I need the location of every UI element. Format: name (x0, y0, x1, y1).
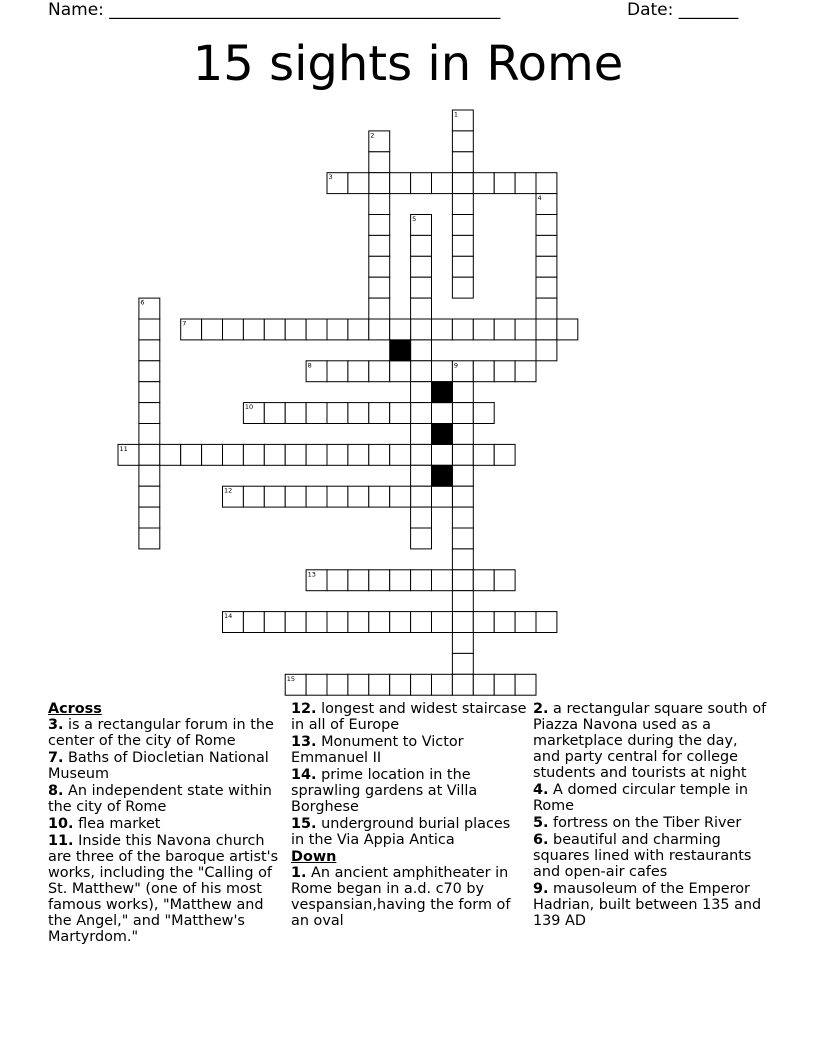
grid-cell[interactable] (348, 444, 369, 465)
grid-cell[interactable] (452, 319, 473, 340)
grid-cell[interactable] (452, 486, 473, 507)
grid-black-cell (390, 340, 411, 361)
grid-cell[interactable] (285, 444, 306, 465)
grid-cell[interactable] (473, 674, 494, 695)
grid-cell[interactable] (536, 340, 557, 361)
grid-cell[interactable] (411, 235, 432, 256)
grid-cell[interactable] (139, 319, 160, 340)
grid-cell[interactable] (432, 361, 453, 382)
grid-cell[interactable] (369, 486, 390, 507)
grid-cell[interactable] (452, 256, 473, 277)
grid-cell[interactable] (327, 319, 348, 340)
grid-cell[interactable] (411, 361, 432, 382)
grid-cell[interactable] (390, 361, 411, 382)
clue-across-12: 12. longest and widest staircase in all of Europe (291, 701, 527, 733)
grid-cell[interactable] (536, 298, 557, 319)
grid-cell[interactable] (306, 319, 327, 340)
grid-cell[interactable] (369, 152, 390, 173)
grid-cell[interactable] (264, 403, 285, 424)
grid-cell[interactable] (494, 361, 515, 382)
grid-cell[interactable] (348, 570, 369, 591)
grid-cell[interactable] (390, 319, 411, 340)
grid-cell[interactable] (327, 403, 348, 424)
grid-cell[interactable] (306, 674, 327, 695)
grid-clue-number: 10 (244, 403, 254, 412)
grid-cell[interactable] (369, 235, 390, 256)
grid-cell[interactable] (390, 444, 411, 465)
grid-cell[interactable] (369, 173, 390, 194)
grid-cell[interactable] (202, 444, 223, 465)
grid-cell[interactable] (243, 444, 264, 465)
grid-cell[interactable] (411, 173, 432, 194)
page-title: 15 sights in Rome (192, 36, 624, 92)
grid-cell[interactable] (327, 570, 348, 591)
grid-cell[interactable] (411, 507, 432, 528)
grid-cell[interactable] (139, 403, 160, 424)
grid-cell[interactable] (139, 486, 160, 507)
grid-black-cell (432, 382, 453, 403)
grid-cell[interactable] (327, 486, 348, 507)
grid-cell[interactable] (452, 424, 473, 445)
grid-cell[interactable] (369, 298, 390, 319)
grid-cell[interactable] (515, 674, 536, 695)
grid-cell[interactable] (432, 674, 453, 695)
grid-cell[interactable] (327, 361, 348, 382)
grid-cell[interactable] (494, 612, 515, 633)
grid-cell[interactable] (452, 444, 473, 465)
grid-cell[interactable] (369, 194, 390, 215)
grid-cell[interactable] (348, 612, 369, 633)
grid-cell[interactable] (411, 319, 432, 340)
grid-cell[interactable] (432, 612, 453, 633)
clue-down-2: 2. a rectangular square south of Piazza Navona used as a marketplace during the day, and party central for college students and tourists at night (533, 701, 767, 781)
clue-down-6: 6. beautiful and charming squares lined with restaurants and open-air cafes (533, 832, 752, 880)
grid-cell[interactable] (411, 612, 432, 633)
grid-clue-number: 7 (182, 319, 187, 328)
grid-cell[interactable] (160, 444, 181, 465)
grid-cell[interactable] (139, 507, 160, 528)
grid-cell[interactable] (432, 173, 453, 194)
grid-clue-number: 13 (307, 570, 316, 579)
grid-cell[interactable] (473, 361, 494, 382)
grid-cell[interactable] (515, 612, 536, 633)
grid-cell[interactable] (411, 403, 432, 424)
grid-cell[interactable] (411, 298, 432, 319)
grid-cell[interactable] (473, 444, 494, 465)
grid-clue-number: 15 (286, 674, 295, 683)
clue-across-7: 7. Baths of Diocletian National Museum (48, 750, 269, 782)
grid-cell[interactable] (139, 444, 160, 465)
grid-cell[interactable] (369, 277, 390, 298)
clue-across-3: 3. is a rectangular forum in the center of the city of Rome (48, 717, 274, 749)
grid-cell[interactable] (223, 444, 244, 465)
grid-cell[interactable] (452, 465, 473, 486)
grid-cell[interactable] (369, 403, 390, 424)
grid-cell[interactable] (264, 612, 285, 633)
grid-cell[interactable] (452, 235, 473, 256)
grid-cell[interactable] (452, 612, 473, 633)
grid-cell[interactable] (369, 215, 390, 236)
grid-cell[interactable] (452, 591, 473, 612)
grid-cell[interactable] (411, 486, 432, 507)
grid-cell[interactable] (452, 382, 473, 403)
grid-cell[interactable] (473, 319, 494, 340)
clues-column-3 (533, 701, 769, 930)
clue-across-13: 13. Monument to Victor Emmanuel II (291, 734, 464, 766)
grid-cell[interactable] (369, 612, 390, 633)
grid-cell[interactable] (348, 403, 369, 424)
grid-cell[interactable] (452, 173, 473, 194)
grid-cell[interactable] (452, 674, 473, 695)
grid-cell[interactable] (243, 486, 264, 507)
clue-down-4: 4. A domed circular temple in Rome (533, 782, 749, 814)
grid-cell[interactable] (452, 403, 473, 424)
grid-cell[interactable] (139, 340, 160, 361)
grid-clue-number: 6 (140, 298, 145, 307)
grid-cell[interactable] (348, 674, 369, 695)
grid-clue-number: 12 (224, 486, 233, 495)
grid-cell[interactable] (515, 173, 536, 194)
grid-cell[interactable] (411, 277, 432, 298)
clues-column-1 (48, 701, 284, 946)
grid-cell[interactable] (411, 465, 432, 486)
grid-cell[interactable] (411, 528, 432, 549)
grid-clue-number: 8 (307, 361, 312, 370)
grid-cell[interactable] (411, 424, 432, 445)
grid-cell[interactable] (139, 424, 160, 445)
grid-clue-number: 1 (453, 110, 459, 119)
grid-cell[interactable] (536, 612, 557, 633)
grid-cell[interactable] (452, 131, 473, 152)
grid-cell[interactable] (264, 444, 285, 465)
grid-cell[interactable] (243, 319, 264, 340)
grid-cell[interactable] (411, 444, 432, 465)
clue-across-11: 11. Inside this Navona church are three of the baroque artist's works, including the "Calling of St. Matthew" (one of his most famous works), "Matthew and the Angel," and "Matthew's Martyrdom." (48, 833, 279, 945)
grid-cell[interactable] (494, 173, 515, 194)
grid-cell[interactable] (306, 612, 327, 633)
grid-cell[interactable] (536, 215, 557, 236)
grid-cell[interactable] (327, 612, 348, 633)
grid-clue-number: 9 (453, 361, 459, 370)
clue-down-1: 1. An ancient amphitheater in Rome began in a.d. c70 by vespansian,having the form of an oval (291, 865, 511, 929)
grid-cell[interactable] (452, 549, 473, 570)
grid-cell[interactable] (390, 173, 411, 194)
grid-cell[interactable] (243, 612, 264, 633)
grid-clue-number: 5 (412, 215, 417, 223)
grid-cell[interactable] (432, 486, 453, 507)
grid-cell[interactable] (411, 382, 432, 403)
grid-cell[interactable] (390, 612, 411, 633)
grid-cell[interactable] (473, 570, 494, 591)
grid-cell[interactable] (411, 340, 432, 361)
grid-cell[interactable] (390, 486, 411, 507)
grid-cell[interactable] (223, 319, 244, 340)
grid-black-cell (432, 424, 453, 445)
grid-cell[interactable] (432, 319, 453, 340)
down-heading: Down (291, 849, 337, 865)
grid-cell[interactable] (306, 444, 327, 465)
grid-cell[interactable] (536, 235, 557, 256)
grid-cell[interactable] (369, 570, 390, 591)
grid-cell[interactable] (515, 361, 536, 382)
grid-cell[interactable] (494, 444, 515, 465)
clues-column-2 (291, 701, 527, 930)
clue-across-15: 15. underground burial places in the Via Appia Antica (291, 816, 511, 848)
grid-clue-number: 2 (370, 131, 375, 140)
grid-cell[interactable] (285, 319, 306, 340)
clue-across-10: 10. flea market (48, 816, 161, 832)
grid-clue-number: 11 (119, 444, 128, 453)
grid-cell[interactable] (202, 319, 223, 340)
grid-cell[interactable] (411, 256, 432, 277)
grid-cell[interactable] (181, 444, 202, 465)
grid-cell[interactable] (369, 674, 390, 695)
grid-cell[interactable] (369, 319, 390, 340)
grid-cell[interactable] (452, 215, 473, 236)
grid-cell[interactable] (327, 674, 348, 695)
grid-cell[interactable] (369, 444, 390, 465)
grid-cell[interactable] (494, 674, 515, 695)
grid-cell[interactable] (411, 674, 432, 695)
across-heading: Across (48, 701, 102, 717)
grid-cell[interactable] (327, 444, 348, 465)
grid-cell[interactable] (285, 403, 306, 424)
grid-clue-number: 3 (328, 173, 333, 182)
grid-cell[interactable] (452, 277, 473, 298)
grid-cell[interactable] (452, 653, 473, 674)
clue-across-8: 8. An independent state within the city of Rome (48, 783, 272, 815)
grid-cell[interactable] (139, 465, 160, 486)
grid-cell[interactable] (452, 528, 473, 549)
grid-cell[interactable] (411, 570, 432, 591)
grid-cell[interactable] (432, 570, 453, 591)
grid-cell[interactable] (348, 486, 369, 507)
grid-cell[interactable] (452, 570, 473, 591)
grid-cell[interactable] (432, 444, 453, 465)
grid-cell[interactable] (536, 173, 557, 194)
grid-clue-number: 14 (224, 612, 233, 621)
grid-cell[interactable] (473, 173, 494, 194)
grid-cell[interactable] (285, 612, 306, 633)
grid-cell[interactable] (348, 361, 369, 382)
grid-cell[interactable] (348, 173, 369, 194)
grid-cell[interactable] (536, 277, 557, 298)
grid-cell[interactable] (515, 319, 536, 340)
grid-cell[interactable] (452, 152, 473, 173)
grid-cell[interactable] (369, 361, 390, 382)
grid-cell[interactable] (557, 319, 578, 340)
grid-cell[interactable] (536, 319, 557, 340)
grid-cell[interactable] (348, 319, 369, 340)
clue-across-14: 14. prime location in the sprawling gardens at Villa Borghese (291, 767, 478, 815)
grid-cell[interactable] (494, 570, 515, 591)
grid-cell[interactable] (390, 674, 411, 695)
clue-down-9: 9. mausoleum of the Emperor Hadrian, built between 135 and 139 AD (533, 881, 762, 929)
grid-cell[interactable] (306, 486, 327, 507)
grid-cell[interactable] (473, 403, 494, 424)
grid-cell[interactable] (536, 256, 557, 277)
grid-cell[interactable] (390, 403, 411, 424)
grid-cell[interactable] (452, 507, 473, 528)
grid-cell[interactable] (306, 403, 327, 424)
clue-down-5: 5. fortress on the Tiber River (533, 815, 742, 831)
name-field-label: Name: ______________________________________________ (48, 0, 501, 20)
grid-cell[interactable] (452, 633, 473, 654)
grid-black-cell (432, 465, 453, 486)
grid-cell[interactable] (452, 194, 473, 215)
grid-clue-number: 4 (537, 194, 542, 203)
grid-cell[interactable] (494, 319, 515, 340)
grid-cell[interactable] (139, 528, 160, 549)
date-field-label: Date: _______ (627, 0, 739, 20)
grid-cell[interactable] (264, 319, 285, 340)
grid-cell[interactable] (369, 256, 390, 277)
grid-cell[interactable] (139, 361, 160, 382)
grid-cell[interactable] (285, 486, 306, 507)
grid-cell[interactable] (473, 612, 494, 633)
grid-cell[interactable] (432, 403, 453, 424)
grid-cell[interactable] (264, 486, 285, 507)
grid-cell[interactable] (390, 570, 411, 591)
grid-cell[interactable] (139, 382, 160, 403)
